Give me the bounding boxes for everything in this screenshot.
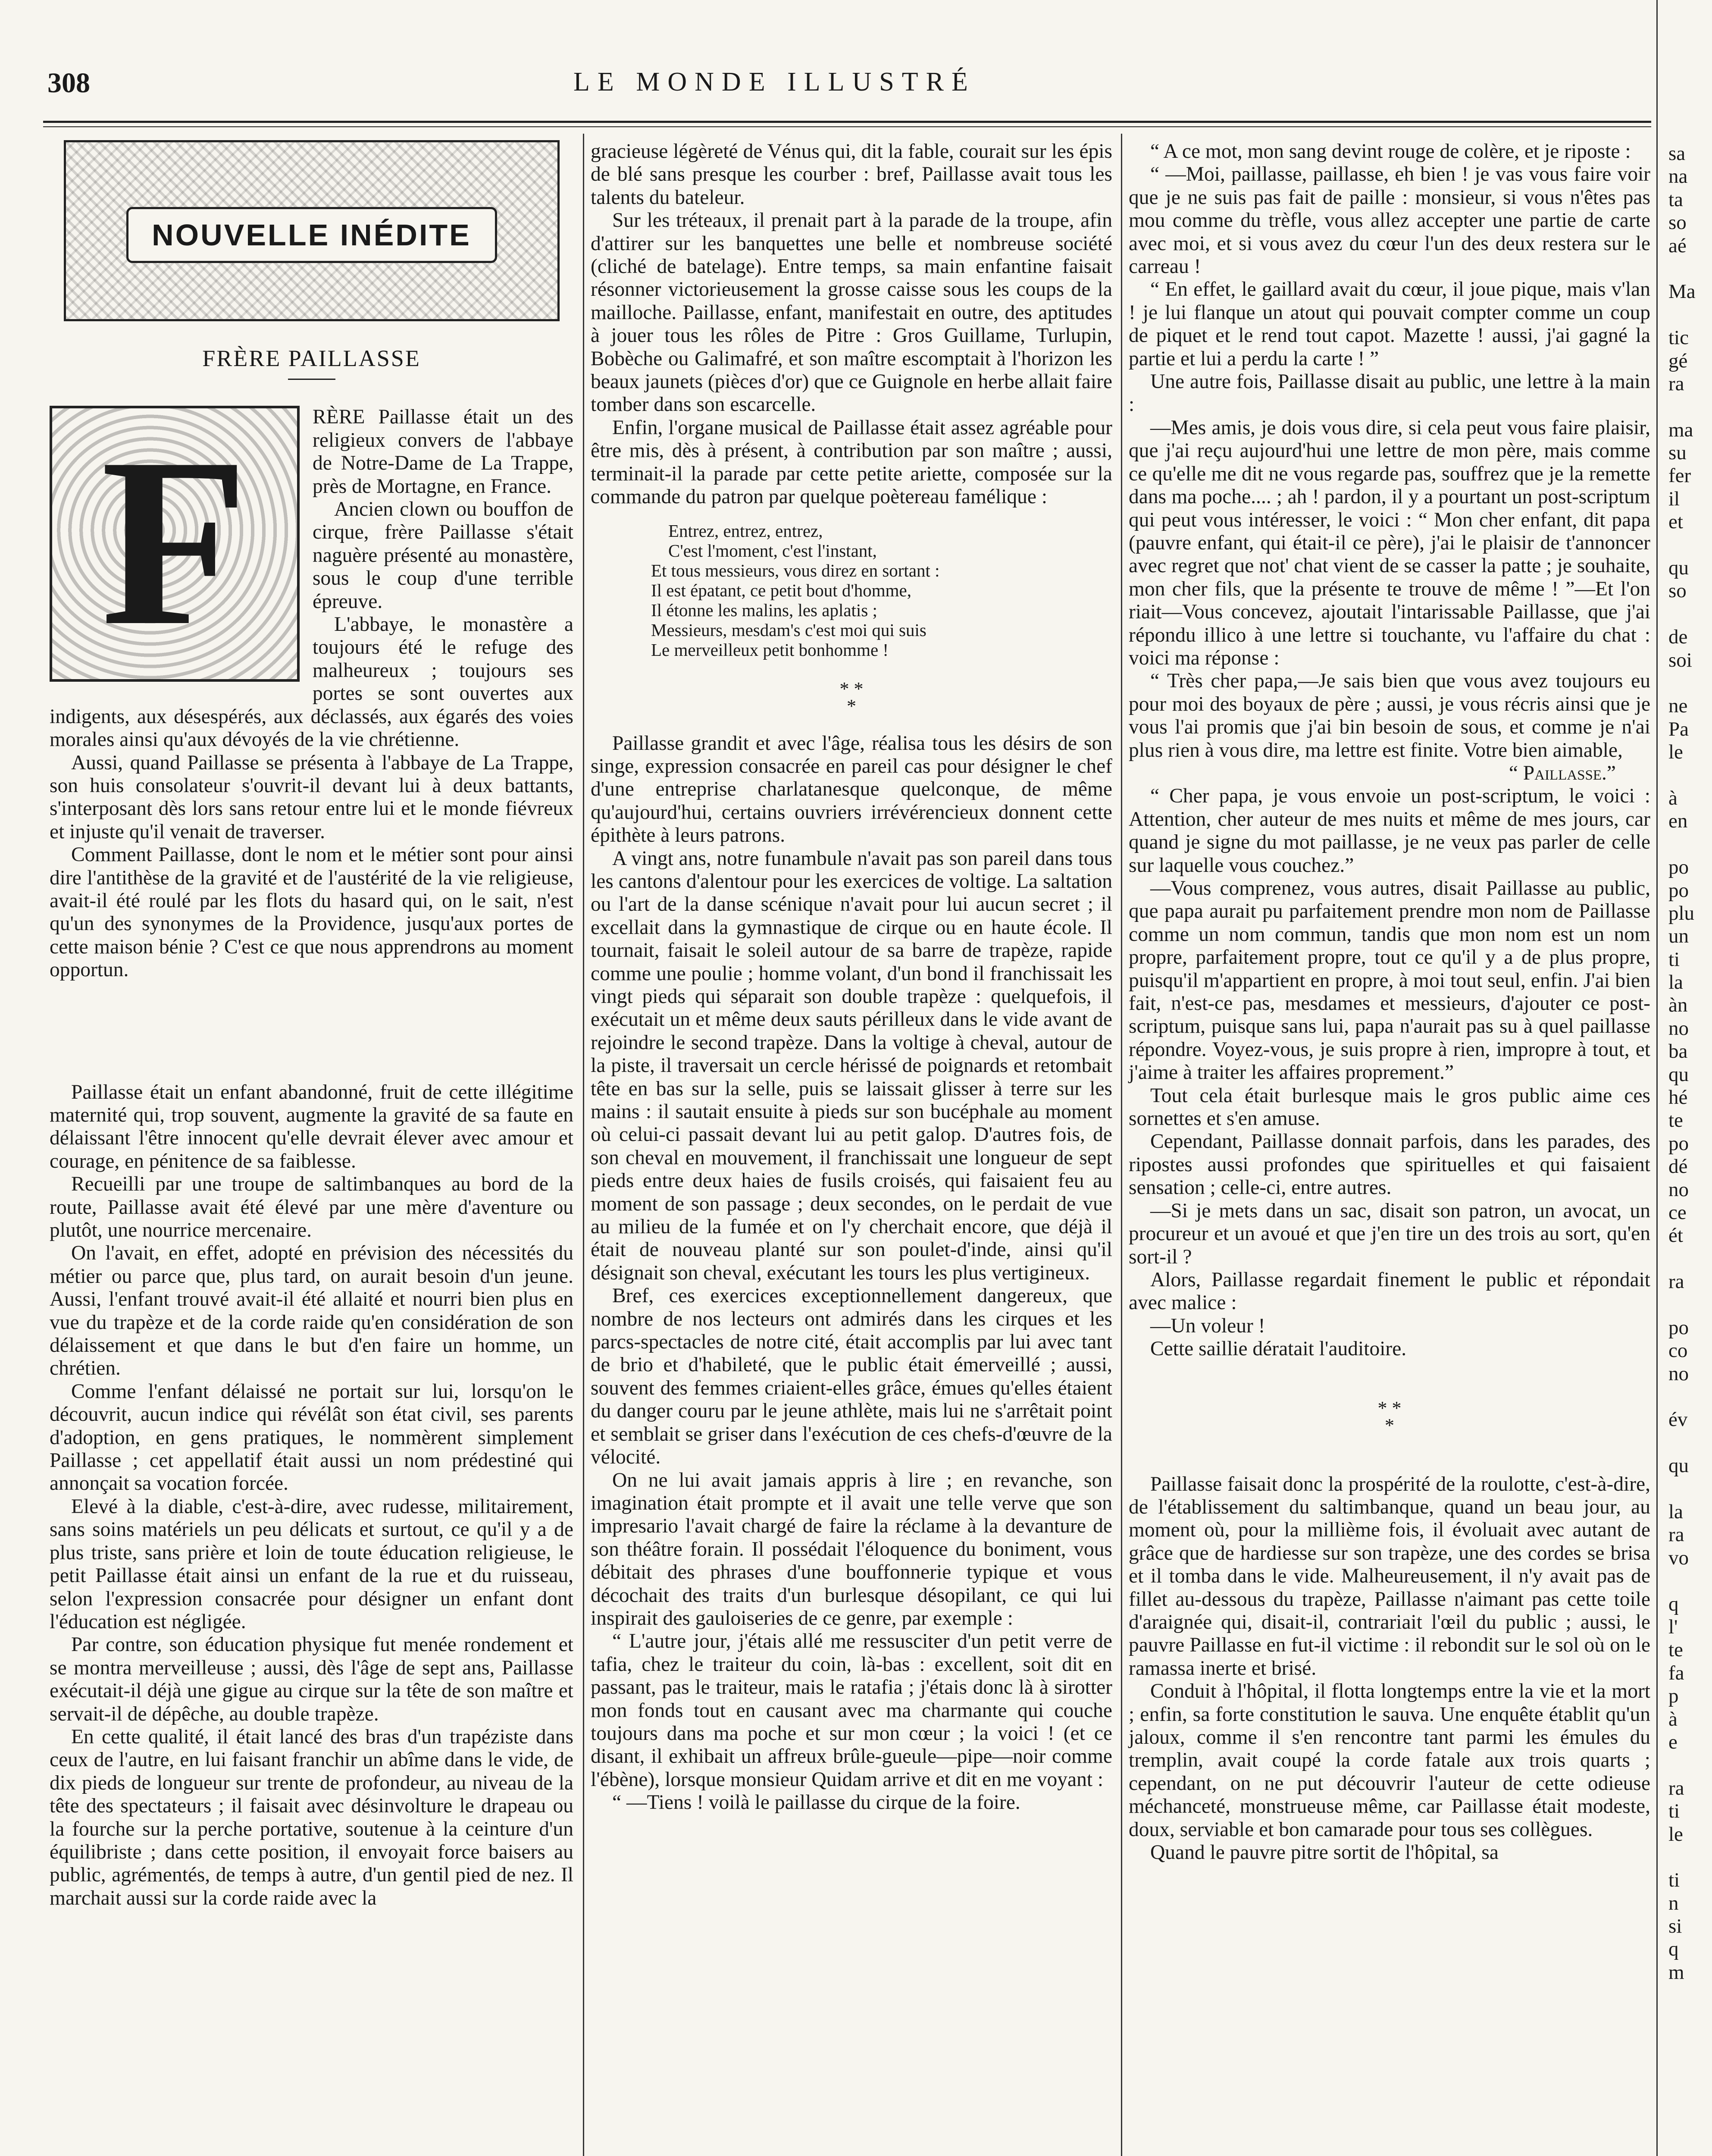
fragment-line: de [1668, 626, 1688, 649]
verse-line: Et tous messieurs, vous direz en sortant : [651, 560, 940, 580]
paragraph: Enfin, l'organe musical de Paillasse était assez agréable pour être mis, dès à présent, à contribution par son maître ; aussi, terminait-il la parade par cette petite ariette, composée sur la commande du patron par quelque poètereau famélique : [591, 416, 1112, 508]
paragraph: On ne lui avait jamais appris à lire ; en revanche, son imagination était prompte et il avait une telle verve que son impresario l'avait chargé de faire la réclame à la devanture de son théâtre forain. Il possédait l'éloquence du boniment, vous débitait des phrases d'une bouffonnerie typique et vous décochait des traits d'un burlesque désopilant, ce qui lui inspirait des gauloiseries de ce genre, par exemple : [591, 1469, 1112, 1630]
paragraph: Cependant, Paillasse donnait parfois, dans les parades, des ripostes aussi profondes que spirituelles et qui faisaient sensation ; celle-ci, entre autres. [1129, 1130, 1650, 1199]
paragraph: RÈRE Paillasse était un des religieux convers de l'abbaye de Notre-Dame de La Trappe, près de Mortagne, en France. [313, 406, 573, 498]
paragraph: Bref, ces exercices exceptionnellement dangereux, que nombre de nos lecteurs ont admirés dans les cirques et les parcs-spectacles de notre cité, était accomplis par lui avec tant de brio et d'habileté, que le public était émerveillé ; aussi, souvent des femmes criaient-elles grâce, émues qu'elles étaient du danger couru par le jeune athlète, mais lui ne s'arrêtait point et semblait se griser dans l'exécution de ces chefs-d'œuvre de la vélocité. [591, 1285, 1112, 1469]
verse-line: Il est épatant, ce petit bout d'homme, [651, 580, 911, 600]
paragraph: “ Très cher papa,—Je sais bien que vous avez toujours eu pour moi des boyaux de père ; aussi, je vous récris ainsi que je vous l'ai promis que j'ai bin besoin de sous, et comme je n'ai plus rien à vous dire, ma lettre est finite. Votre bien aimable, [1129, 670, 1650, 761]
fragment-line: la [1668, 971, 1683, 994]
paragraph: gracieuse légèreté de Vénus qui, dit la fable, courait sur les épis de blé sans presque les courber : bref, Paillasse avait tous les talents du bateleur. [591, 140, 1112, 209]
fragment-line: la [1668, 1501, 1683, 1523]
fragment-line [1668, 764, 1712, 787]
verse-line: Messieurs, mesdam's c'est moi qui suis [651, 620, 926, 640]
fragment-line [1668, 1754, 1712, 1777]
fragment-line: te [1668, 1639, 1683, 1661]
fragment-line: soi [1668, 649, 1692, 671]
fragment-line: vo [1668, 1546, 1689, 1569]
fragment-line: fa [1668, 1661, 1684, 1684]
paragraph: “ En effet, le gaillard avait du cœur, il joue pique, mais v'lan ! je lui flanque un atout qui pouvait compter comme un coup de piquet et le rend tout capot. Mazette ! aussi, j'ai gagné la partie et lui a perdu la carte ! ” [1129, 278, 1650, 370]
fragment-line: qu [1668, 1454, 1689, 1477]
fragment-line: su [1668, 442, 1687, 464]
fragment-line: p [1668, 1685, 1679, 1708]
fragment-line: so [1668, 580, 1687, 602]
paragraph: On l'avait, en effet, adopté en prévision des nécessités du métier ou parce que, plus tard, on aurait besoin d'un jeune. Aussi, l'enfant trouvé avait-il été allaité et nourri bien plus en vue du trapèze et de la corde raide qu'en considération de son délaissement et que dans le but d'en faire un homme, un chrétien. [50, 1242, 573, 1380]
fragment-line: àn [1668, 994, 1688, 1017]
fragment-line: po [1668, 856, 1689, 879]
fragment-line: gé [1668, 349, 1688, 372]
fragment-line: no [1668, 1362, 1689, 1385]
fragment-line: Pa [1668, 718, 1689, 740]
paragraph: Par contre, son éducation physique fut menée rondement et se montra merveilleuse ; aussi, dès l'âge de sept ans, Paillasse exécutait-il déjà une gigue au cirque sur la tête de son maître et servait-il de dépêche, au double trapèze. [50, 1633, 573, 1725]
fragment-line: ce [1668, 1201, 1687, 1224]
fragment-line: l' [1668, 1616, 1678, 1638]
title-rule [288, 379, 335, 380]
fragment-line: un [1668, 925, 1689, 948]
fragment-line: aé [1668, 234, 1687, 257]
paragraph: Sur les tréteaux, il prenait part à la parade de la troupe, afin d'attirer sur les banquettes une belle et nombreuse société (cliché de batelage). Entre temps, sa main enfantine faisait résonner victorieusement la grosse caisse sous les coups de la mailloche. Paillasse, enfant, manifestait en outre, des aptitudes à jouer tous les rôles de Pitre : Gros Guillame, Turlupin, Bobèche ou Galimafré, et son maître escomptait à l'horizon les beaux jaunets (pièces d'or) que ce Guignole en herbe allait faire tomber dans son escarcelle. [591, 209, 1112, 416]
fragment-line: ne [1668, 695, 1688, 718]
fragment-line: qu [1668, 557, 1689, 580]
fragment-line: sa [1668, 142, 1686, 165]
paragraph: L'abbaye, le monastère a toujours été le refuge des malheureux ; toujours ses portes se sont ouvertes aux indigents, aux désespérés, aux déclassés, aux égarés des voies morales ainsi qu'aux dévoyés de la vie chrétienne. [50, 613, 573, 751]
paragraph: —Si je mets dans un sac, disait son patron, un avocat, un procureur et un avoué et que j'en tire un des trois au sort, qu'en sort-il ? [1129, 1199, 1650, 1268]
fragment-line: le [1668, 741, 1683, 764]
fragment-line: dé [1668, 1155, 1688, 1178]
paragraph: Elevé à la diable, c'est-à-dire, avec rudesse, militairement, sans soins matériels un peu délicats et surtout, ce qu'il y a de plus triste, sans prière et loin de toute éducation religieuse, le petit Paillasse était ainsi un enfant de la rue et du ruisseau, selon l'expression consacrée pour désigner un enfant dont l'éducation est négligée. [50, 1495, 573, 1633]
fragment-line: à [1668, 1708, 1678, 1730]
fragment-line: ba [1668, 1040, 1688, 1063]
fragment-line [1668, 1478, 1712, 1501]
letter-signature: “ Paillasse.” [1509, 761, 1616, 784]
paragraph: Une autre fois, Paillasse disait au public, une lettre à la main : [1129, 370, 1650, 416]
fragment-line [1668, 603, 1712, 626]
paragraph: A vingt ans, notre funambule n'avait pas son pareil dans tous les cantons d'alentour pour les exercices de voltige. La saltation ou l'art de la danse scénique n'avait pour lui aucun secret ; il excellait dans la gymnastique de cirque ou en haute école. Il tournait, faisait le soleil autour de sa barre de trapèze, rapide comme une poulie ; homme volant, d'un bond il franchissait les vingt pieds qui séparait son double trapèze : quelquefois, il exécutait un et même deux sauts périlleux dans le vide avant de rejoindre le second trapèze. Dans la voltige à cheval, autour de la piste, il traversait un cercle hérissé de poignards et retombait tête en bas sur la selle, puis se laissait glisser à terre sur les mains : il sautait ensuite à pieds sur son bucéphale au moment où celui-ci passait devant lui au petit galop. D'autres fois, de son cheval en mouvement, il franchissait une longueur de sept pieds entre deux haies de fusils croisés, qui faisaient feu au moment de son passage ; deux secondes, on le perdait de vue au milieu de la fumée et on l'y cherchait encore, que déjà il était de nouveau planté sur son poulet-d'inde, ainsi qu'il désignait son cheval, exécutant les tours les plus vertigineux. [591, 847, 1112, 1284]
song-verse [591, 509, 1112, 672]
verse-line: Le merveilleux petit bonhomme ! [651, 639, 889, 660]
paragraph: —Mes amis, je dois vous dire, si cela peut vous faire plaisir, que j'ai reçu aujourd'hui une lettre de mon père, mais comme ce qu'elle me dit ne vous regarde pas, souffrez que je la remette dans ma poche.... ; ah ! pardon, il y a pourtant un post-scriptum qui peut vous intéresser, le voici : “ Mon cher enfant, dit papa (pauvre enfant, qui était-il ce père), j'ai le plaisir de t'annoncer avec regret que not' chat vient de se casser la patte ; je souhaite, mon cher fils, que la présente te trouve de même ! ”—Et l'on riait—Vous concevez, ajoutait l'intarissable Paillasse, que j'ai répondu illico à une lettre si touchante, vu l'affaire du chat : voici ma réponse : [1129, 416, 1650, 669]
fragment-line: il [1668, 487, 1680, 510]
paragraph: Paillasse grandit et avec l'âge, réalisa tous les désirs de son singe, expression consacrée en pareil cas pour désigner le chef d'une entreprise charlatanesque quelconque, de même qu'aujourd'hui, certains ouvriers irrévérencieux donnent cette épithète à leurs patrons. [591, 732, 1112, 847]
column-divider-1 [583, 134, 584, 2156]
cropped-next-column [1668, 142, 1712, 1984]
asterism: * * * [1377, 1397, 1402, 1436]
fragment-line: ét [1668, 1224, 1683, 1247]
paragraph: Recueilli par une troupe de saltimbanques au bord de la route, Paillasse avait été élevé par une mère d'aventure ou plutôt, une nourrice mercenaire. [50, 1173, 573, 1241]
header-rule [43, 121, 1651, 127]
fragment-line [1668, 534, 1712, 557]
paragraph: “ —Moi, paillasse, paillasse, eh bien ! je vas vous faire voir que je ne suis pas fait de paille : monsieur, si vous n'êtes pas mou comme du trèfle, vous allez accepter une partie de carte avec moi, et si vous avez du cœur l'un des deux restera sur le carreau ! [1129, 163, 1650, 278]
fragment-line: ti [1668, 1800, 1680, 1823]
section-banner-ornament [64, 140, 560, 321]
page-number: 308 [47, 67, 90, 99]
fragment-line: no [1668, 1017, 1689, 1040]
edge-divider [1656, 0, 1658, 2156]
fragment-line: le [1668, 1823, 1683, 1846]
fragment-line: ma [1668, 418, 1693, 441]
paragraph: Comment Paillasse, dont le nom et le métier sont pour ainsi dire l'antithèse de la gravité et de l'austérité de la vie religieuse, avait-il été roulé par les flots du hasard qui, on le sait, n'est qu'un des synonymes de la Providence, jusqu'aux portes de cette maison bénie ? C'est ce que nous apprendrons au moment opportun. [50, 843, 573, 981]
paragraph: Comme l'enfant délaissé ne portait sur lui, lorsqu'on le découvrit, aucun indice qui révélât son état civil, ses parents d'adoption, en gens pratiques, le nommèrent simplement Paillasse ; cet appellatif était aussi un nom prédestiné qui annonçait sa vocation forcée. [50, 1380, 573, 1495]
asterism: * * * [839, 678, 864, 717]
paragraph: “ A ce mot, mon sang devint rouge de colère, et je riposte : [1150, 140, 1631, 163]
fragment-line: so [1668, 211, 1687, 234]
fragment-line [1668, 1294, 1712, 1316]
fragment-line: fer [1668, 464, 1691, 487]
fragment-line: ti [1668, 948, 1680, 971]
fragment-line: si [1668, 1915, 1682, 1938]
column-1 [50, 140, 573, 1910]
fragment-line: év [1668, 1408, 1688, 1431]
paragraph: Quand le pauvre pitre sortit de l'hôpital, sa [1150, 1841, 1499, 1864]
fragment-line: ra [1668, 1523, 1684, 1546]
fragment-line: m [1668, 1961, 1684, 1984]
column-3 [1129, 140, 1650, 1864]
fragment-line: po [1668, 879, 1689, 902]
ornamental-dropcap: F [50, 406, 300, 682]
fragment-line: e [1668, 1730, 1678, 1753]
paragraph: “ —Tiens ! voilà le paillasse du cirque de la foire. [612, 1791, 1020, 1814]
paragraph: —Un voleur ! [1150, 1314, 1265, 1337]
fragment-line: ra [1668, 372, 1684, 395]
paragraph: Alors, Paillasse regardait finement le public et répondait avec malice : [1129, 1268, 1650, 1314]
fragment-line [1668, 833, 1712, 856]
paragraph: “ L'autre jour, j'étais allé me ressusciter d'un petit verre de tafia, chez le traiteur du coin, là-bas : excellent, soit dit en passant, pas le traiteur, mais le ratafia ; j'étais donc là à sirotter mon fonds tout en causant avec ma charmante qui couche toujours dans ma poche et sur mon cœur ; la voici ! (et ce disant, il exhibait un affreux brûle-gueule—pipe—noir comme l'ébène), lorsque monsieur Quidam arrive et dit en me voyant : [591, 1630, 1112, 1791]
verse-line: Il étonne les malins, les aplatis ; [651, 600, 877, 620]
fragment-line: hé [1668, 1086, 1688, 1109]
opening-paragraph [50, 406, 573, 751]
section-banner-label: NOUVELLE INÉDITE [126, 207, 497, 263]
section-break [50, 982, 573, 1081]
fragment-line: na [1668, 165, 1688, 188]
fragment-line [1668, 1570, 1712, 1592]
fragment-line [1668, 672, 1712, 695]
column-divider-2 [1121, 134, 1122, 2156]
verse-line: Entrez, entrez, entrez, [668, 520, 823, 541]
fragment-line: plu [1668, 902, 1695, 924]
fragment-line [1668, 395, 1712, 418]
paragraph: Ancien clown ou bouffon de cirque, frère Paillasse s'était naguère présenté au monastère, sous le coup d'une terrible épreuve. [313, 498, 573, 613]
fragment-line: ti [1668, 1869, 1680, 1892]
fragment-line [1668, 304, 1712, 326]
fragment-line [1668, 1432, 1712, 1454]
paragraph: Cette saillie dératait l'auditoire. [1150, 1338, 1407, 1360]
fragment-line: q [1668, 1592, 1679, 1615]
fragment-line [1668, 1385, 1712, 1408]
fragment-line: co [1668, 1339, 1688, 1362]
fragment-line: no [1668, 1178, 1689, 1201]
fragment-line [1668, 1247, 1712, 1270]
fragment-line: qu [1668, 1063, 1689, 1086]
fragment-line: ta [1668, 188, 1683, 211]
fragment-line: q [1668, 1938, 1679, 1961]
fragment-line: ra [1668, 1777, 1684, 1799]
fragment-line [1668, 1846, 1712, 1869]
verse-line: C'est l'moment, c'est l'instant, [668, 540, 877, 561]
fragment-line: Ma [1668, 280, 1696, 303]
fragment-line [1668, 257, 1712, 280]
masthead: LE MONDE ILLUSTRÉ [573, 67, 976, 97]
paragraph: Conduit à l'hôpital, il flotta longtemps entre la vie et la mort ; enfin, sa forte constitution le sauva. Une enquête établit qu'un jaloux, comme il s'en rencontre tant parmi les émules du tremplin, avait coupé la corde fatale aux trois quarts ; cependant, on ne put découvrir l'auteur de cette odieuse méchanceté, monstrueuse même, car Paillasse était modeste, doux, serviable et bon camarade pour tous ses collègues. [1129, 1680, 1650, 1841]
fragment-line: ra [1668, 1270, 1684, 1293]
paragraph: —Vous comprenez, vous autres, disait Paillasse au public, que papa aurait pu parfaitement prendre mon nom de Paillasse comme un nom commun, tandis que mon nom est un nom propre, parfaitement propre, tout ce qu'il y a de plus propre, puisqu'il m'appartient en propre, à moi tout seul, enfin. J'ai bien fait, n'est-ce pas, mesdames et messieurs, d'ajouter ce post-scriptum, puisque sans lui, papa n'aurait pas su à quel paillasse répondre. Voyez-vous, je suis propre à rien, impropre à tout, et j'aime à traiter les affaires proprement.” [1129, 877, 1650, 1084]
fragment-line: tic [1668, 326, 1689, 349]
fragment-line: en [1668, 810, 1688, 833]
paragraph: “ Cher papa, je vous envoie un post-scriptum, le voici : Attention, cher auteur de mes nuits et même de mes jours, car quand je signe du mot paillasse, je ne veux pas parler de celle sur laquelle vous couchez.” [1129, 785, 1650, 877]
column-2 [591, 140, 1112, 1814]
paragraph: En cette qualité, il était lancé des bras d'un trapéziste dans ceux de l'autre, en lui faisant franchir un abîme dans le vide, de dix pieds de longueur sur trente de profondeur, au niveau de la tête des spectateurs ; il faisait avec désinvolture le drapeau ou la fourche sur la perche portative, soutenue à la ceinture d'un équilibriste ; dans cette position, il envoyait force baisers au public, agrémentés, de temps à autre, d'un gentil pied de nez. Il marchait aussi sur la corde raide avec la [50, 1725, 573, 1909]
paragraph: Tout cela était burlesque mais le gros public aime ces sornettes et s'en amuse. [1129, 1084, 1650, 1130]
fragment-line: n [1668, 1892, 1679, 1915]
story-title: FRÈRE PAILLASSE [202, 345, 421, 371]
fragment-line: à [1668, 787, 1678, 809]
fragment-line: po [1668, 1132, 1689, 1155]
fragment-line: po [1668, 1316, 1689, 1339]
fragment-line: et [1668, 511, 1683, 533]
paragraph: Paillasse faisait donc la prospérité de la roulotte, c'est-à-dire, de l'établissement du saltimbanque, quand un beau jour, au moment où, pour la millième fois, il évoluait avec autant de grâce que de hardiesse sur son trapèze, une des cordes se brisa et il tomba dans le vide. Malheureusement, il n'y avait pas de fillet au-dessous du trapèze, Paillasse n'aimant pas cette toile d'araignée qui, disait-il, contrariait l'œil du public ; aussi, le pauvre Paillasse en fut-il victime : il rebondit sur le sol où on le ramassa inerte et brisé. [1129, 1473, 1650, 1680]
paragraph: Aussi, quand Paillasse se présenta à l'abbaye de La Trappe, son huis consolateur s'ouvrit-il devant lui à deux battants, s'interposant dès lors sans retour entre lui et le monde fiévreux et injuste qu'il venait de traverser. [50, 751, 573, 843]
paragraph: Paillasse était un enfant abandonné, fruit de cette illégitime maternité qui, trop souvent, augmente la gravité de sa faute en délaissant l'être innocent qu'elle devrait élever avec amour et courage, en pénitence de sa faiblesse. [50, 1081, 573, 1172]
fragment-line: te [1668, 1109, 1683, 1132]
